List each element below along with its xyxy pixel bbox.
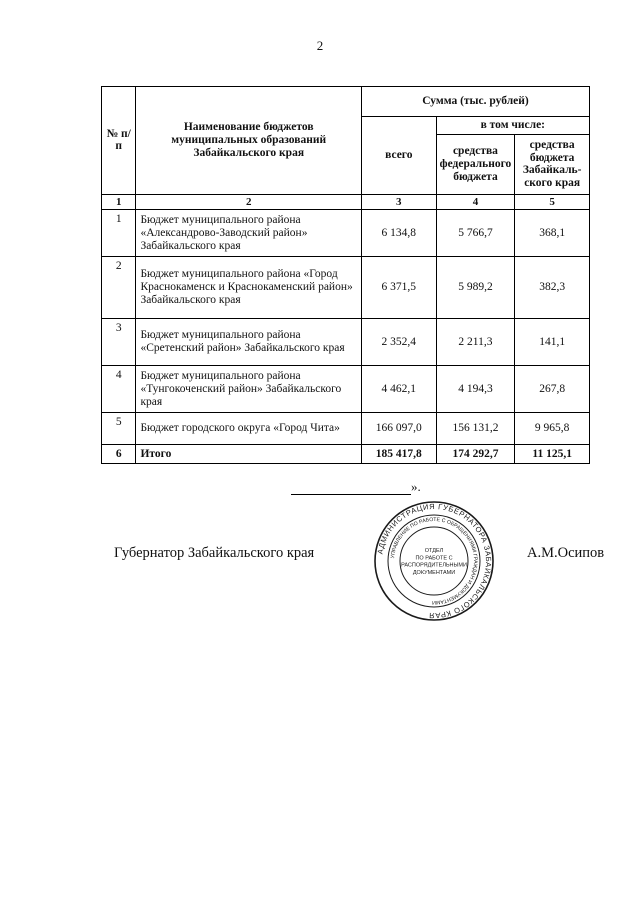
- blank-underline: [291, 482, 411, 495]
- amount-regional: 9 965,8: [515, 413, 590, 445]
- amount-federal: 156 131,2: [436, 413, 515, 445]
- row-number: 2: [102, 257, 136, 319]
- total-federal: 174 292,7: [436, 445, 515, 464]
- header-regional: средства бюджета Забайкаль-ского края: [515, 134, 590, 194]
- stamp-center-line: ДОКУМЕНТАМИ: [412, 569, 456, 576]
- column-index: 1: [102, 194, 136, 209]
- header-num: № п/п: [102, 87, 136, 195]
- amount-total: 2 352,4: [361, 319, 436, 366]
- column-index: 5: [515, 194, 590, 209]
- amount-regional: 382,3: [515, 257, 590, 319]
- column-index: 4: [436, 194, 515, 209]
- stamp-center-line: ОТДЕЛ: [424, 548, 444, 555]
- page-number: 2: [316, 38, 324, 53]
- budget-name: Бюджет муниципального района «Город Краснокаменск и Краснокаменский район» Забайкальского края: [136, 257, 362, 319]
- budget-name: Бюджет муниципального района «Сретенский район» Забайкальского края: [136, 319, 362, 366]
- row-number: 1: [102, 210, 136, 257]
- total-row: [102, 445, 590, 464]
- amount-federal: 5 989,2: [436, 257, 515, 319]
- budget-name: Бюджет муниципального района «Тунгокоченский район» Забайкальского края: [136, 366, 362, 413]
- header-including: в том числе:: [436, 117, 589, 135]
- amount-total: 4 462,1: [361, 366, 436, 413]
- header-federal: средства федерального бюджета: [436, 134, 515, 194]
- row-number: 4: [102, 366, 136, 413]
- row-number: 3: [102, 319, 136, 366]
- amount-total: 166 097,0: [361, 413, 436, 445]
- amount-total: 6 134,8: [361, 210, 436, 257]
- signatory-name: А.М.Осипов: [527, 545, 605, 561]
- signatory-title: Губернатор Забайкальского края: [114, 545, 315, 561]
- header-sum: Сумма (тыс. рублей): [361, 87, 589, 117]
- row-number: 5: [102, 413, 136, 445]
- row-number: 6: [102, 445, 136, 464]
- svg-text:АДМИНИСТРАЦИЯ ГУБЕРНАТОРА ЗАБА: АДМИНИСТРАЦИЯ ГУБЕРНАТОРА ЗАБАЙКАЛЬСКОГО КРАЯ: [375, 501, 494, 621]
- column-index-row: [102, 194, 590, 209]
- total-regional: 11 125,1: [515, 445, 590, 464]
- table-row: [102, 210, 590, 257]
- column-index: 2: [136, 194, 362, 209]
- total-label: Итого: [136, 445, 362, 464]
- closing-quote: ».: [411, 479, 421, 494]
- table-row: [102, 319, 590, 366]
- stamp-center-line: ПО РАБОТЕ С: [415, 555, 453, 562]
- header-name: Наименование бюджетов муниципальных образований Забайкальского края: [136, 87, 362, 195]
- header-total: всего: [361, 117, 436, 195]
- amount-regional: 368,1: [515, 210, 590, 257]
- closing-line: [291, 479, 421, 495]
- column-index: 3: [361, 194, 436, 209]
- amount-regional: 267,8: [515, 366, 590, 413]
- stamp-center-line: РАСПОРЯДИТЕЛЬНЫМИ: [401, 562, 467, 569]
- table-row: [102, 257, 590, 319]
- amount-total: 6 371,5: [361, 257, 436, 319]
- amount-federal: 4 194,3: [436, 366, 515, 413]
- table-row: [102, 366, 590, 413]
- budget-table: [101, 86, 590, 464]
- svg-text:УПРАВЛЕНИЕ ПО РАБОТЕ С ОБРАЩЕН: УПРАВЛЕНИЕ ПО РАБОТЕ С ОБРАЩЕНИЯМИ ГРАЖДАН И ДОКУМЕНТАМИ: [390, 516, 479, 606]
- total-amount: 185 417,8: [361, 445, 436, 464]
- amount-federal: 5 766,7: [436, 210, 515, 257]
- budget-name: Бюджет муниципального района «Александрово-Заводский район» Забайкальского края: [136, 210, 362, 257]
- table-row: [102, 413, 590, 445]
- official-stamp: [373, 500, 495, 622]
- amount-regional: 141,1: [515, 319, 590, 366]
- amount-federal: 2 211,3: [436, 319, 515, 366]
- budget-name: Бюджет городского округа «Город Чита»: [136, 413, 362, 445]
